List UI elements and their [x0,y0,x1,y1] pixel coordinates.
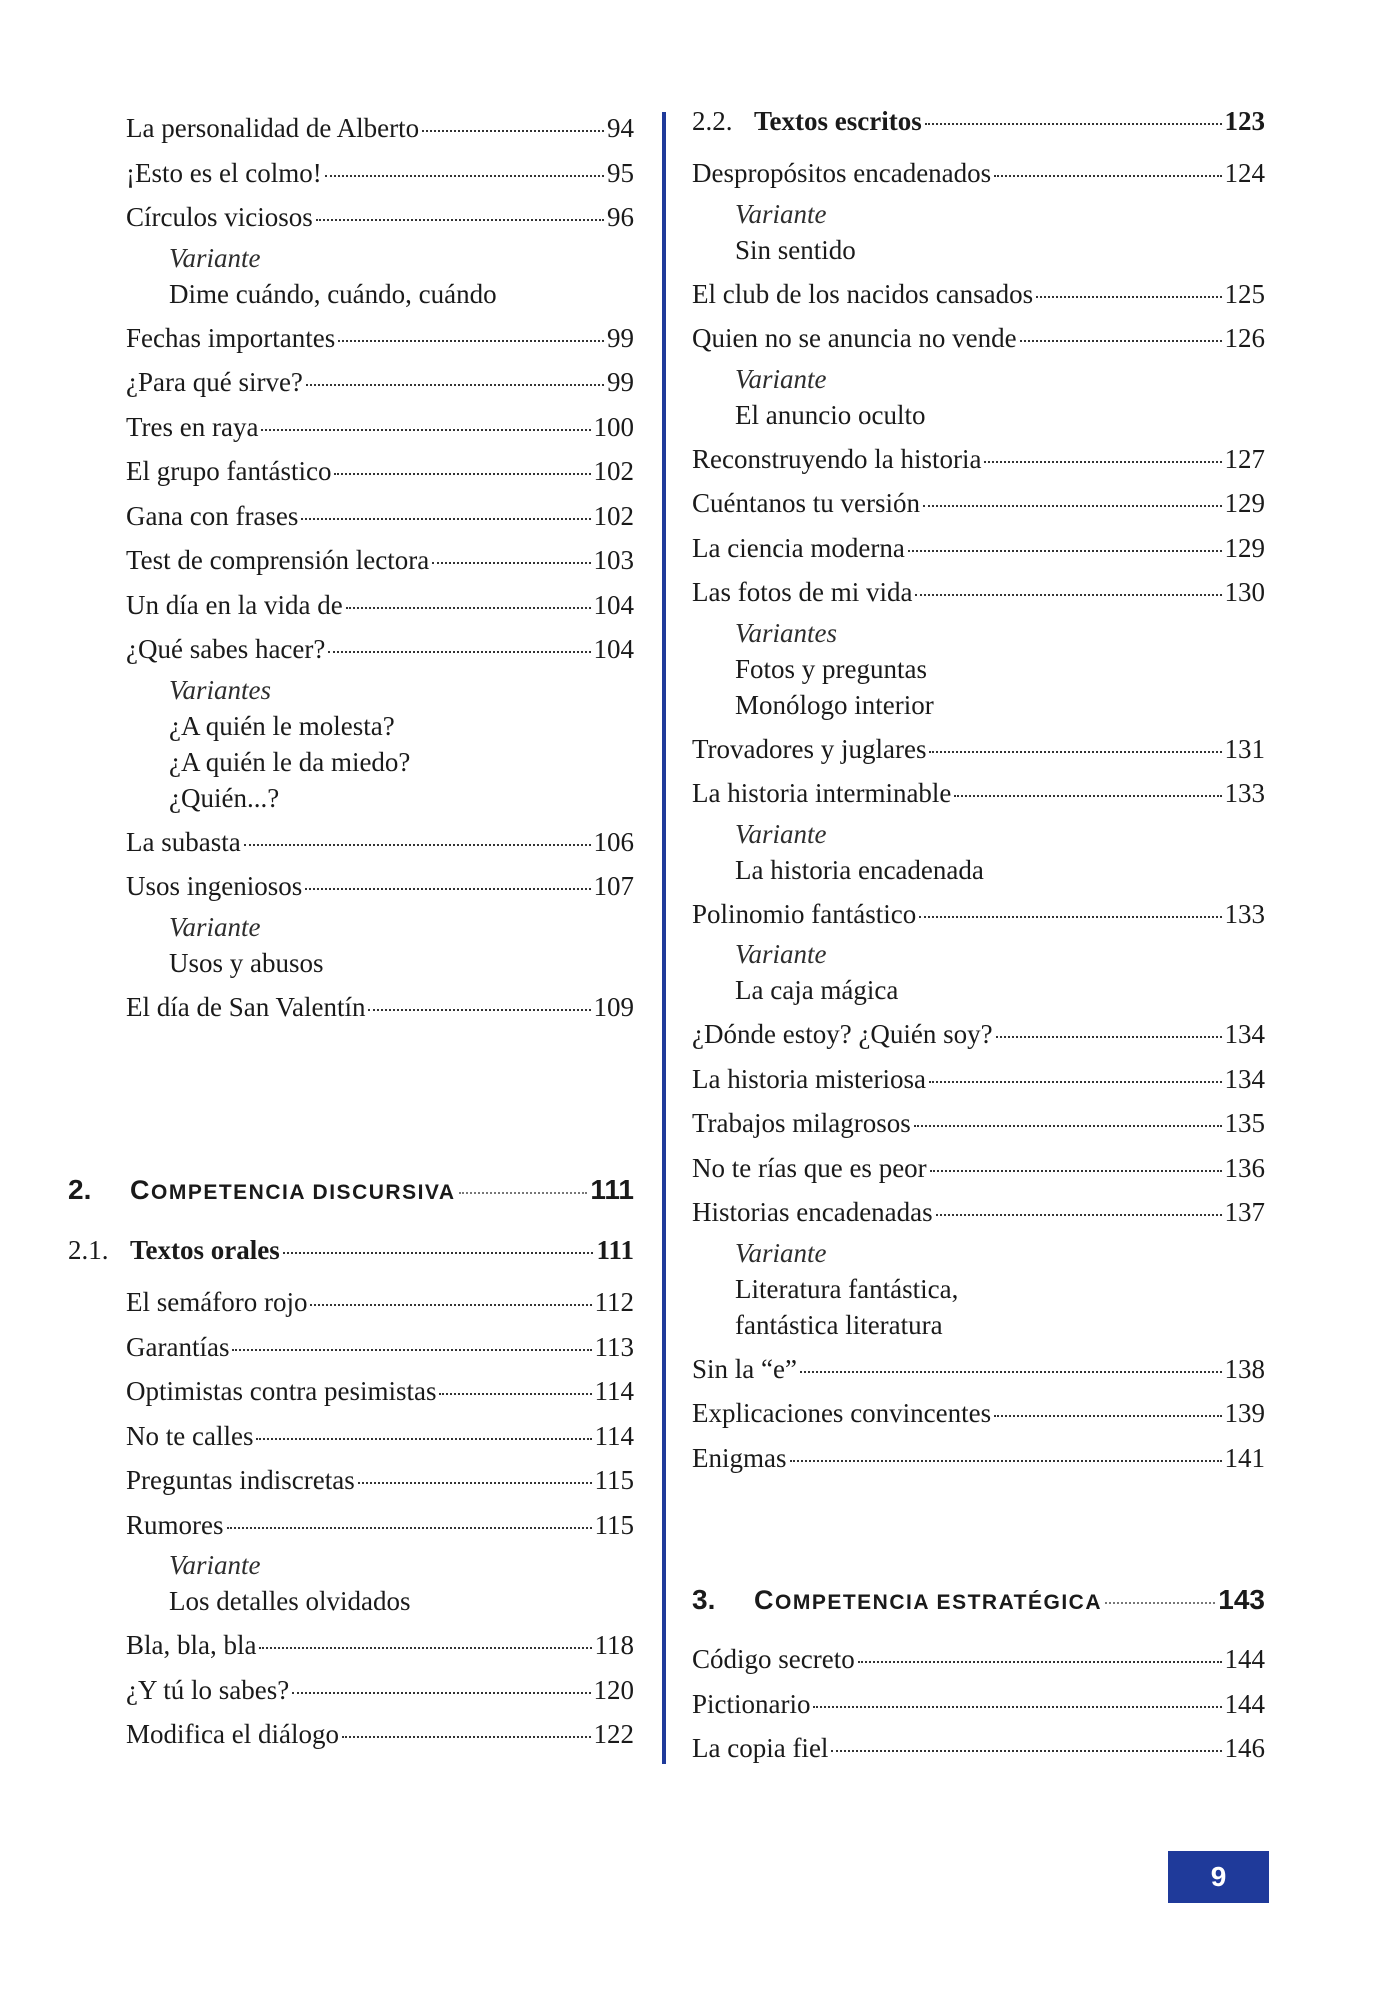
toc-entry-page: 125 [1224,278,1265,309]
toc-entry-title: El club de los nacidos cansados [692,278,1034,309]
toc-entry-title: La historia misteriosa [692,1063,926,1094]
variant-label: Variante [169,242,261,273]
toc-entry-title: Preguntas indiscretas [126,1465,355,1495]
toc-entry-title: ¡Esto es el colmo! [126,157,322,188]
toc-entry-title: La personalidad de Alberto [126,113,420,143]
toc-entry[interactable] [126,1668,634,1713]
dot-leader [422,130,604,132]
toc-entry-page: 99 [607,367,634,397]
dot-leader [923,505,1222,507]
toc-entry-page: 106 [593,826,634,857]
chapter-heading[interactable] [68,1160,634,1220]
dot-leader [256,1438,591,1440]
toc-entry-title: La ciencia moderna [692,532,905,563]
toc-entry-page: 115 [594,1465,634,1495]
toc-entry[interactable] [126,151,634,196]
dot-leader [227,1527,592,1529]
variant-item[interactable]: ¿A quién le da miedo? [169,746,411,777]
dot-leader [232,1349,591,1351]
toc-entry-title: Polinomio fantástico [692,898,917,929]
variant-label: Variante [169,1550,261,1580]
toc-entry-title: Círculos viciosos [126,202,313,232]
dot-leader [1036,296,1221,298]
dot-leader [328,651,590,653]
toc-entry-title: Reconstruyendo la historia [692,443,982,474]
variant-item[interactable]: Monólogo interior [735,689,934,720]
chapter-heading[interactable] [692,1570,1265,1630]
toc-entry[interactable] [126,985,634,1030]
toc-entry[interactable] [692,1101,1265,1146]
toc-entry[interactable] [126,405,634,450]
variant-item[interactable]: Fotos y preguntas [735,653,927,684]
dot-leader [306,384,604,386]
toc-entry[interactable] [692,727,1265,772]
dot-leader [994,1415,1221,1417]
toc-entry[interactable] [126,1325,634,1370]
toc-entry-title: No te calles [126,1420,254,1451]
section-page: 123 [1224,106,1265,136]
toc-entry-page: 102 [593,456,634,486]
dot-leader [930,1170,1222,1172]
toc-entry[interactable] [692,1391,1265,1436]
variant-item[interactable]: Dime cuándo, cuándo, cuándo [169,278,497,309]
toc-entry-title: Despropósitos encadenados [692,158,992,188]
variant-label: Variantes [735,617,838,648]
toc-entry-page: 104 [593,634,634,664]
toc-entry-page: 94 [607,113,634,143]
dot-leader [292,1692,590,1694]
toc-entry-page: 127 [1224,443,1265,474]
dot-leader [325,175,604,177]
toc-entry[interactable] [692,1057,1265,1102]
dot-leader [813,1706,1221,1708]
toc-entry-title: Sin la “e” [692,1353,797,1384]
toc-entry-page: 144 [1224,1644,1265,1674]
variant-label: Variante [735,198,827,229]
dot-leader [908,550,1222,552]
toc-entry[interactable] [692,1436,1265,1481]
toc-entry[interactable] [692,316,1265,361]
toc-entry-page: 109 [593,991,634,1022]
chapter-page: 111 [590,1174,634,1205]
toc-entry[interactable] [692,1146,1265,1191]
toc-entry-title: Las fotos de mi vida [692,577,913,607]
dot-leader [929,1081,1222,1083]
toc-entry-title: Tres en raya [126,411,259,442]
toc-entry[interactable] [126,1414,634,1459]
toc-entry-title: La subasta [126,826,241,857]
toc-entry[interactable] [126,106,634,151]
toc-entry-title: El semáforo rojo [126,1287,308,1317]
dot-leader [459,1192,588,1194]
toc-entries-group [692,151,1265,1480]
dot-leader [358,1482,592,1484]
toc-entry-page: 99 [607,322,634,353]
variant-item[interactable]: Literatura fantástica, [735,1273,959,1304]
toc-entry-page: 146 [1224,1733,1265,1763]
chapter-page: 143 [1218,1584,1265,1615]
toc-entry-page: 102 [593,500,634,531]
toc-entry-page: 134 [1224,1019,1265,1049]
toc-entry-page: 133 [1224,898,1265,929]
toc-entry-title: El grupo fantástico [126,456,332,486]
toc-entry[interactable] [692,1012,1265,1057]
dot-leader [1105,1602,1215,1604]
variant-label: Variante [169,911,261,942]
toc-entry-page: 129 [1224,488,1265,518]
toc-entry-page: 104 [593,589,634,620]
toc-entry-page: 113 [594,1331,634,1362]
variant-item[interactable]: Usos y abusos [169,947,324,978]
dot-leader [261,429,590,431]
toc-entry-page: 131 [1224,733,1265,764]
toc-entry-title: Usos ingeniosos [126,871,303,901]
toc-entry-page: 126 [1224,323,1265,353]
chapter-number: 3. [692,1584,716,1615]
toc-entry[interactable] [692,151,1265,196]
dot-leader [244,844,591,846]
toc-entry-title: Optimistas contra pesimistas [126,1376,437,1406]
toc-entry-title: Código secreto [692,1644,855,1674]
toc-entry-title: Garantías [126,1331,230,1362]
toc-entry[interactable] [126,360,634,405]
toc-entry[interactable] [126,583,634,628]
variant-label: Variante [735,818,827,849]
section-title: Textos orales [130,1235,280,1265]
toc-entry[interactable] [126,1280,634,1325]
toc-entry-title: Cuéntanos tu versión [692,488,920,518]
toc-entry[interactable] [126,1458,634,1503]
page-number-badge: 9 [1168,1851,1269,1903]
variant-label: Variante [735,939,827,969]
chapter-number: 2. [68,1174,92,1205]
dot-leader [316,219,604,221]
toc-entry-title: Enigmas [692,1442,787,1473]
variant-label: Variante [735,1237,827,1268]
toc-entry-page: 137 [1224,1197,1265,1227]
section-heading[interactable] [692,91,1265,151]
toc-entry-title: Bla, bla, bla [126,1630,257,1660]
toc-entry[interactable] [126,316,634,361]
toc-entry[interactable] [692,526,1265,571]
toc-entry-page: 114 [594,1420,634,1451]
variant-item[interactable]: ¿A quién le molesta? [169,710,395,741]
toc-entry[interactable] [692,437,1265,482]
toc-entry[interactable] [692,1682,1265,1727]
dot-leader [346,607,591,609]
toc-entry-page: 133 [1224,778,1265,808]
toc-entries-group [692,1637,1265,1771]
chapter-title: COMPETENCIA DISCURSIVA [130,1175,456,1205]
dot-leader [919,916,1221,918]
section-number: 2.2. [692,106,733,136]
toc-entry-title: La copia fiel [692,1733,829,1763]
dot-leader [925,123,1222,125]
toc-entry[interactable] [126,627,634,672]
dot-leader [310,1304,591,1306]
dot-leader [368,1009,590,1011]
section-page: 111 [596,1235,634,1265]
toc-entry-title: Gana con frases [126,500,299,531]
toc-entry-title: El día de San Valentín [126,991,366,1022]
toc-entry-title: La historia interminable [692,778,952,808]
toc-entry-page: 139 [1224,1398,1265,1428]
toc-entry[interactable] [692,1190,1265,1235]
dot-leader [994,175,1221,177]
dot-leader [929,751,1221,753]
variant-item[interactable]: Sin sentido [735,234,856,265]
toc-entry-page: 118 [594,1630,634,1660]
dot-leader [831,1750,1221,1752]
section-number: 2.1. [68,1235,109,1265]
toc-left-column [68,106,634,1757]
toc-entry-page: 141 [1224,1442,1265,1473]
toc-entry-page: 96 [607,202,634,232]
toc-right-column [692,106,1265,1771]
dot-leader [936,1214,1222,1216]
dot-leader [432,562,590,564]
toc-entries-group [126,106,634,1029]
dot-leader [334,473,590,475]
toc-entry[interactable] [126,1623,634,1668]
dot-leader [1020,340,1222,342]
toc-entry-title: Explicaciones convincentes [692,1398,992,1428]
toc-entry[interactable] [692,771,1265,816]
toc-entry-page: 95 [607,157,634,188]
toc-entry-page: 120 [593,1674,634,1705]
toc-entry-page: 129 [1224,532,1265,563]
toc-entry-page: 134 [1224,1063,1265,1094]
toc-entry-page: 138 [1224,1353,1265,1384]
dot-leader [305,888,590,890]
toc-entry-title: Fechas importantes [126,322,336,353]
toc-entry-page: 122 [593,1719,634,1749]
toc-entry-page: 114 [594,1376,634,1406]
dot-leader [439,1393,591,1395]
variant-item[interactable]: El anuncio oculto [735,399,926,430]
section-title: Textos escritos [754,106,922,136]
toc-entry-title: Pictionario [692,1688,811,1719]
toc-entry[interactable] [126,1712,634,1757]
toc-entry-title: ¿Para qué sirve? [126,367,303,397]
toc-entry[interactable] [126,538,634,583]
toc-entry-title: Un día en la vida de [126,589,343,620]
toc-entry[interactable] [692,1347,1265,1392]
dot-leader [858,1661,1222,1663]
dot-leader [996,1036,1222,1038]
toc-entry-title: No te rías que es peor [692,1152,927,1183]
toc-entry-title: Historias encadenadas [692,1197,933,1227]
column-divider [662,112,666,1764]
toc-entry[interactable] [126,1503,634,1548]
toc-entry-title: Rumores [126,1509,224,1540]
variant-item[interactable]: Los detalles olvidados [169,1586,411,1616]
toc-entry-page: 144 [1224,1688,1265,1719]
toc-entry-title: Test de comprensión lectora [126,545,430,575]
toc-entry[interactable] [692,1637,1265,1682]
toc-entry[interactable] [126,864,634,909]
variant-item[interactable]: ¿Quién...? [169,782,280,813]
dot-leader [259,1647,591,1649]
variant-label: Variante [735,363,827,394]
dot-leader [342,1736,591,1738]
toc-entry-page: 124 [1224,158,1265,188]
dot-leader [301,518,590,520]
toc-entry-title: ¿Y tú lo sabes? [126,1674,290,1705]
toc-entry-title: Trabajos milagrosos [692,1108,911,1138]
toc-entry[interactable] [126,494,634,539]
toc-entry[interactable] [126,449,634,494]
toc-entry-page: 135 [1224,1108,1265,1138]
variant-item[interactable]: La historia encadenada [735,854,984,885]
toc-entry-page: 107 [593,871,634,901]
section-heading[interactable] [68,1220,634,1280]
toc-entry-title: ¿Dónde estoy? ¿Quién soy? [692,1019,993,1049]
toc-entry[interactable] [126,820,634,865]
variant-item[interactable]: fantástica literatura [735,1309,943,1340]
variant-label: Variantes [169,674,272,705]
toc-entry-title: Trovadores y juglares [692,733,927,764]
toc-entry[interactable] [692,272,1265,317]
dot-leader [984,461,1221,463]
dot-leader [800,1371,1222,1373]
chapter-title: COMPETENCIA ESTRATÉGICA [754,1585,1103,1615]
toc-entry[interactable] [692,892,1265,937]
dot-leader [338,340,604,342]
toc-entry-title: ¿Qué sabes hacer? [126,634,326,664]
toc-entry-page: 103 [593,545,634,575]
toc-entry-title: Quien no se anuncia no vende [692,323,1017,353]
toc-entry[interactable] [126,195,634,240]
toc-entry[interactable] [692,570,1265,615]
dot-leader [915,594,1221,596]
toc-entry-page: 115 [594,1509,634,1540]
dot-leader [914,1125,1222,1127]
dot-leader [790,1460,1222,1462]
toc-entries-group [126,1280,634,1757]
dot-leader [954,795,1221,797]
variant-item[interactable]: La caja mágica [735,975,899,1005]
toc-entry[interactable] [692,481,1265,526]
toc-entry-page: 112 [594,1287,634,1317]
toc-entry[interactable] [126,1369,634,1414]
toc-entry-page: 100 [593,411,634,442]
toc-entry-title: Modifica el diálogo [126,1719,339,1749]
toc-entry[interactable] [692,1726,1265,1771]
toc-entry-page: 136 [1224,1152,1265,1183]
dot-leader [283,1252,594,1254]
toc-entry-page: 130 [1224,577,1265,607]
